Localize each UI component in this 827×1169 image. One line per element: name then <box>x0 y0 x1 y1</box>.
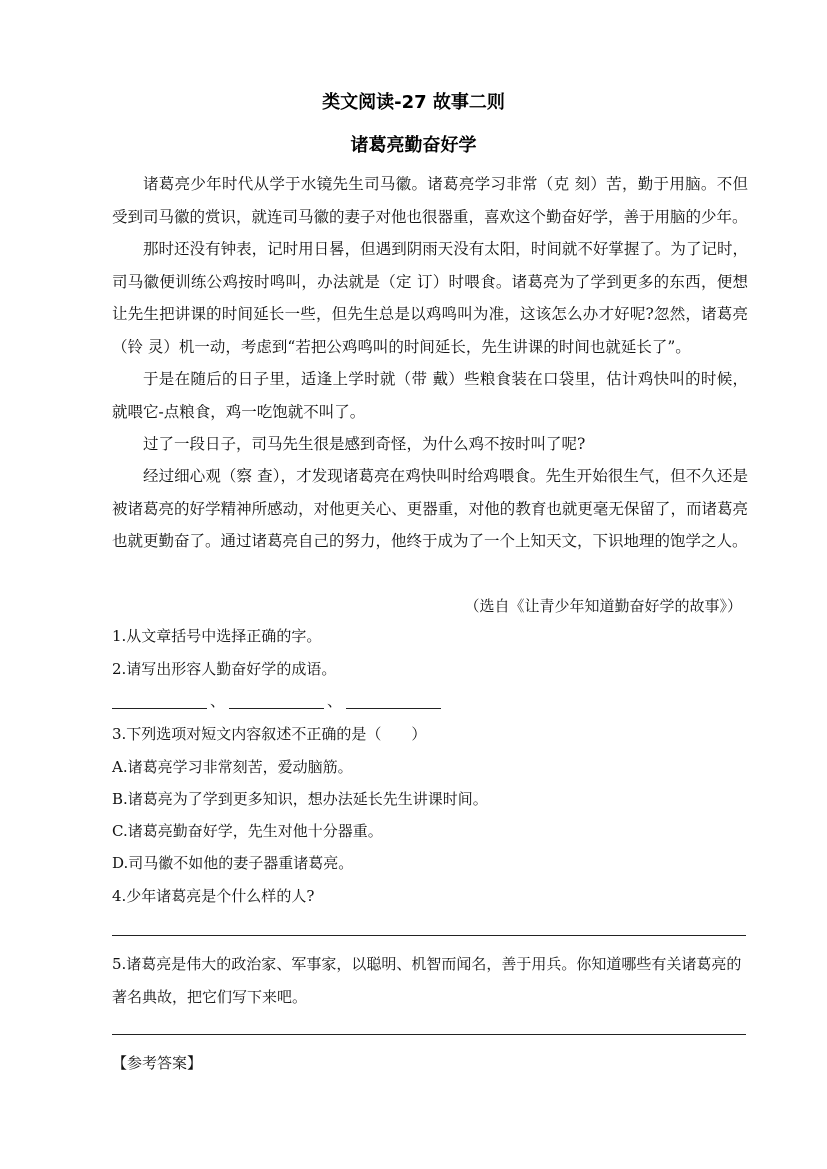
question-2: 2.请写出形容人勤奋好学的成语。 <box>112 660 337 678</box>
option-a: A.诸葛亮学习非常刻苦，爱动脑筋。 <box>112 758 353 776</box>
answer-blank-2[interactable] <box>229 708 324 709</box>
question-5: 5.诸葛亮是伟大的政治家、军事家，以聪明、机智而闻名，善于用兵。你知道哪些有关诸葛亮的著名典故，把它们写下来吧。 <box>112 955 742 1006</box>
answer-line-4[interactable] <box>112 935 746 936</box>
passage-paragraph-4: 过了一段日子，司马先生很是感到奇怪，为什么鸡不按时叫了呢? <box>143 435 586 453</box>
option-c: C.诸葛亮勤奋好学，先生对他十分器重。 <box>112 822 383 840</box>
option-d: D.司马徽不如他的妻子器重诸葛亮。 <box>112 854 354 872</box>
passage-paragraph-3: 于是在随后的日子里，适逢上学时就（带 戴）些粮食装在口袋里，估计鸡快叫的时候，就喂它-点粮食，鸡一吃饱就不叫了。 <box>112 370 748 421</box>
answer-blank-1[interactable] <box>112 708 207 709</box>
answer-blank-3[interactable] <box>346 708 441 709</box>
question-1: 1.从文章括号中选择正确的字。 <box>112 627 322 645</box>
passage-paragraph-2: 那时还没有钟表，记时用日晷，但遇到阴雨天没有太阳，时间就不好掌握了。为了记时，司马徽便训练公鸡按时鸣叫，办法就是（定 订）时喂食。诸葛亮为了学到更多的东西，便想让先生把讲课的时间延长一些，但先生总是以鸡鸣叫为准，这该怎么办才好呢?忽然，诸葛亮（铃 灵）机一动，考虑到“若把公鸡鸣叫的时间延长，先生讲课的时间也就延长了”。 <box>112 240 748 356</box>
question-3: 3.下列选项对短文内容叙述不正确的是（ ） <box>112 725 427 743</box>
question-4: 4.少年诸葛亮是个什么样的人? <box>112 887 315 905</box>
passage-paragraph-1: 诸葛亮少年时代从学于水镜先生司马徽。诸葛亮学习非常（克 刻）苦，勤于用脑。不但受到司马徽的赏识，就连司马徽的妻子对他也很器重，喜欢这个勤奋好学，善于用脑的少年。 <box>112 175 748 226</box>
passage-title: 诸葛亮勤奋好学 <box>350 135 477 156</box>
option-b: B.诸葛亮为了学到更多知识，想办法延长先生讲课时间。 <box>112 790 488 808</box>
blank-separator: 、 <box>327 692 343 710</box>
answer-key-heading: 【参考答案】 <box>112 1054 203 1072</box>
passage-source: （选自《让青少年知道勤奋好学的故事》） <box>464 597 742 615</box>
blank-separator: 、 <box>210 692 226 710</box>
answer-blanks <box>112 688 452 712</box>
document-title: 类文阅读-27 故事二则 <box>322 92 505 113</box>
passage-paragraph-5: 经过细心观（察 查），才发现诸葛亮在鸡快叫时给鸡喂食。先生开始很生气，但不久还是被诸葛亮的好学精神所感动，对他更关心、更器重，对他的教育也就更毫无保留了，而诸葛亮也就更勤奋了。通过诸葛亮自己的努力，他终于成为了一个上知天文，下识地理的饱学之人。 <box>112 467 748 550</box>
answer-line-5[interactable] <box>112 1034 746 1035</box>
